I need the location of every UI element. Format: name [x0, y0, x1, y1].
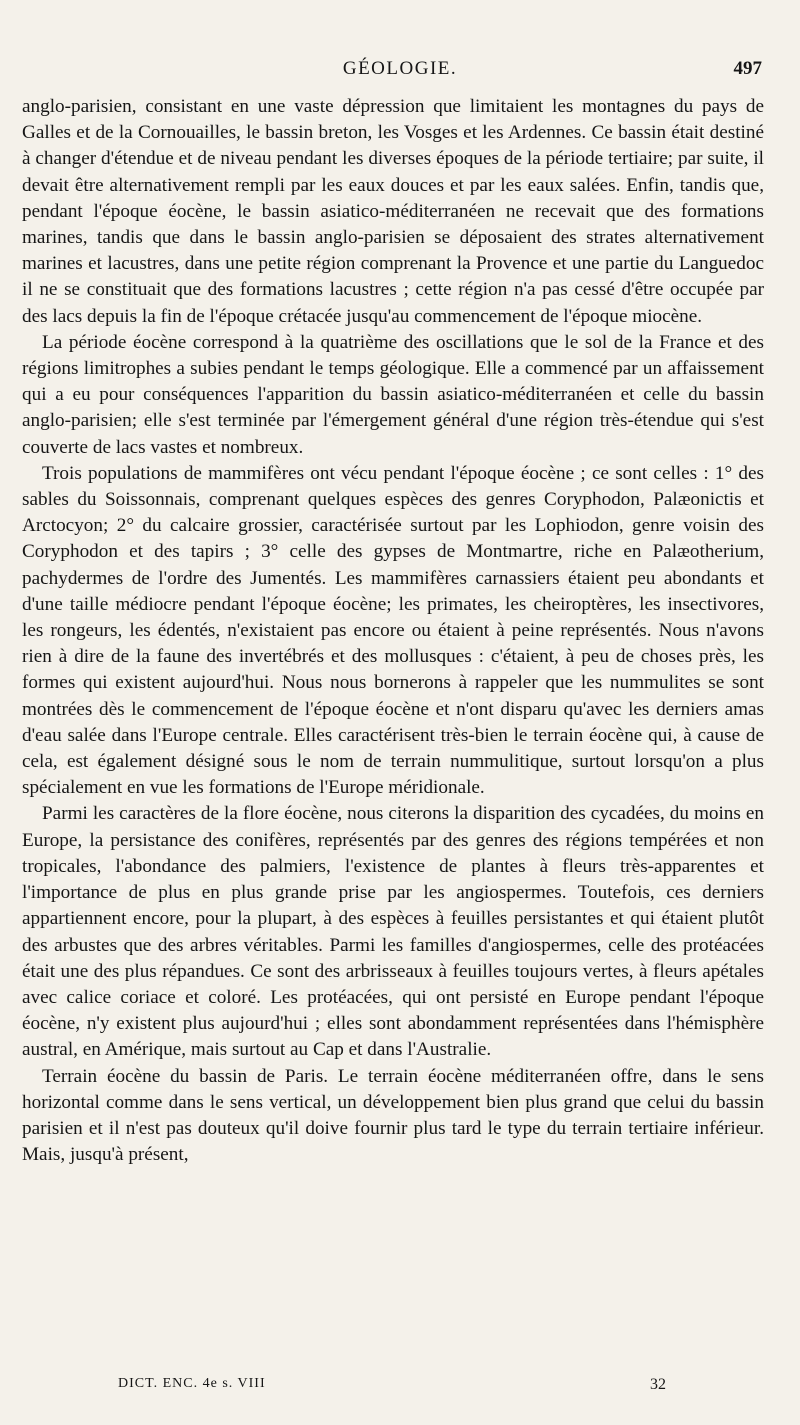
paragraph-2: La période éocène correspond à la quatrième des oscillations que le sol de la France et des régions limitrophes a subies pendant le temps géologique. Elle a commencé par un affaissement qui a eu pour conséquences l'apparition du bassin asiatico-méditerranéen et celle du bassin anglo-parisien; elle s'est terminée par l'émergement général d'une région très-étendue qui s'est couverte de lacs vastes et nombreux.	[22, 331, 764, 458]
paragraph-4: Parmi les caractères de la flore éocène, nous citerons la disparition des cycadées, du moins en Europe, la persistance des conifères, représentés par des genres des régions tempérées et non tropicales, l'abondance des palmiers, l'existence de plantes à fleurs très-apparentes et l'importance de plus en plus grande prise par les angiospermes. Toutefois, ces derniers appartiennent encore, pour la plupart, à des espèces à feuilles persistantes et qui étaient plutôt des arbustes que des arbres véritables. Parmi les familles d'angiospermes, celle des protéacées était une des plus répandues. Ce sont des arbrisseaux à feuilles toujours vertes, à fleurs apétales avec calice coriace et coloré. Les protéacées, qui ont persisté en Europe pendant l'époque éocène, n'y existent plus aujourd'hui ; elles sont abondamment représentées dans l'hémisphère austral, en Amérique, mais surtout au Cap et dans l'Australie.	[22, 803, 764, 1061]
paragraph-1: anglo-parisien, consistant en une vaste dépression que limitaient les montagnes du pays de Galles et de la Cornouailles, le bassin breton, les Vosges et les Ardennes. Ce bassin était destiné à changer d'étendue et de niveau pendant les diverses époques de la période tertiaire; par suite, il devait être alternativement rempli par les eaux douces et par les eaux salées. Enfin, tandis que, pendant l'époque éocène, le bassin asiatico-méditerranéen ne recevait que des formations marines, tandis que dans le bassin anglo-parisien se déposaient des strates alternativement marines et lacustres, dans une petite région comprenant la Provence et une partie du Languedoc il ne se constituait que des formations lacustres ; cette région n'a pas cessé d'être occupée par des lacs depuis la fin de l'époque crétacée jusqu'au commencement de l'époque miocène.	[22, 96, 764, 327]
page-number: 497	[733, 58, 762, 79]
page-header	[0, 58, 800, 88]
paragraph-3: Trois populations de mammifères ont vécu pendant l'époque éocène ; ce sont celles : 1° des sables du Soissonnais, comprenant quelques espèces des genres Coryphodon, Palæonictis et Arctocyon; 2° du calcaire grossier, caractérisée surtout par les Lophiodon, genre voisin des Coryphodon et des tapirs ; 3° celle des gypses de Montmartre, riche en Palæotherium, pachydermes de l'ordre des Jumentés. Les mammifères carnassiers étaient peu abondants et d'une taille médiocre pendant l'époque éocène; les primates, les cheiroptères, les insectivores, les rongeurs, les édentés, n'existaient pas encore ou étaient à peine représentés. Nous n'avons rien à dire de la faune des invertébrés et des mollusques : c'étaient, à peu de choses près, les formes qui existent aujourd'hui. Nous nous bornerons à rappeler que les nummulites se sont montrées dès le commencement de l'époque éocène et n'ont disparu qu'avec les derniers amas d'eau salée dans l'Europe centrale. Elles caractérisent très-bien le terrain éocène qui, à cause de cela, est également désigné sous le nom de terrain nummulitique, surtout lorsqu'on a plus spécialement en vue les formations de l'Europe méridionale.	[22, 462, 764, 799]
page-footer	[0, 1376, 800, 1400]
sheet-number: 32	[650, 1376, 666, 1393]
paragraph-5: Terrain éocène du bassin de Paris. Le terrain éocène méditerranéen offre, dans le sens horizontal comme dans le sens vertical, un développement bien plus grand que celui du bassin parisien et il n'est pas douteux qu'il doive fournir plus tard le type du terrain tertiaire inférieur. Mais, jusqu'à présent,	[22, 1065, 764, 1166]
printer-signature: DICT. ENC. 4e s. VIII	[118, 1376, 266, 1391]
body-text	[22, 94, 764, 1168]
running-title: GÉOLOGIE.	[342, 58, 458, 79]
